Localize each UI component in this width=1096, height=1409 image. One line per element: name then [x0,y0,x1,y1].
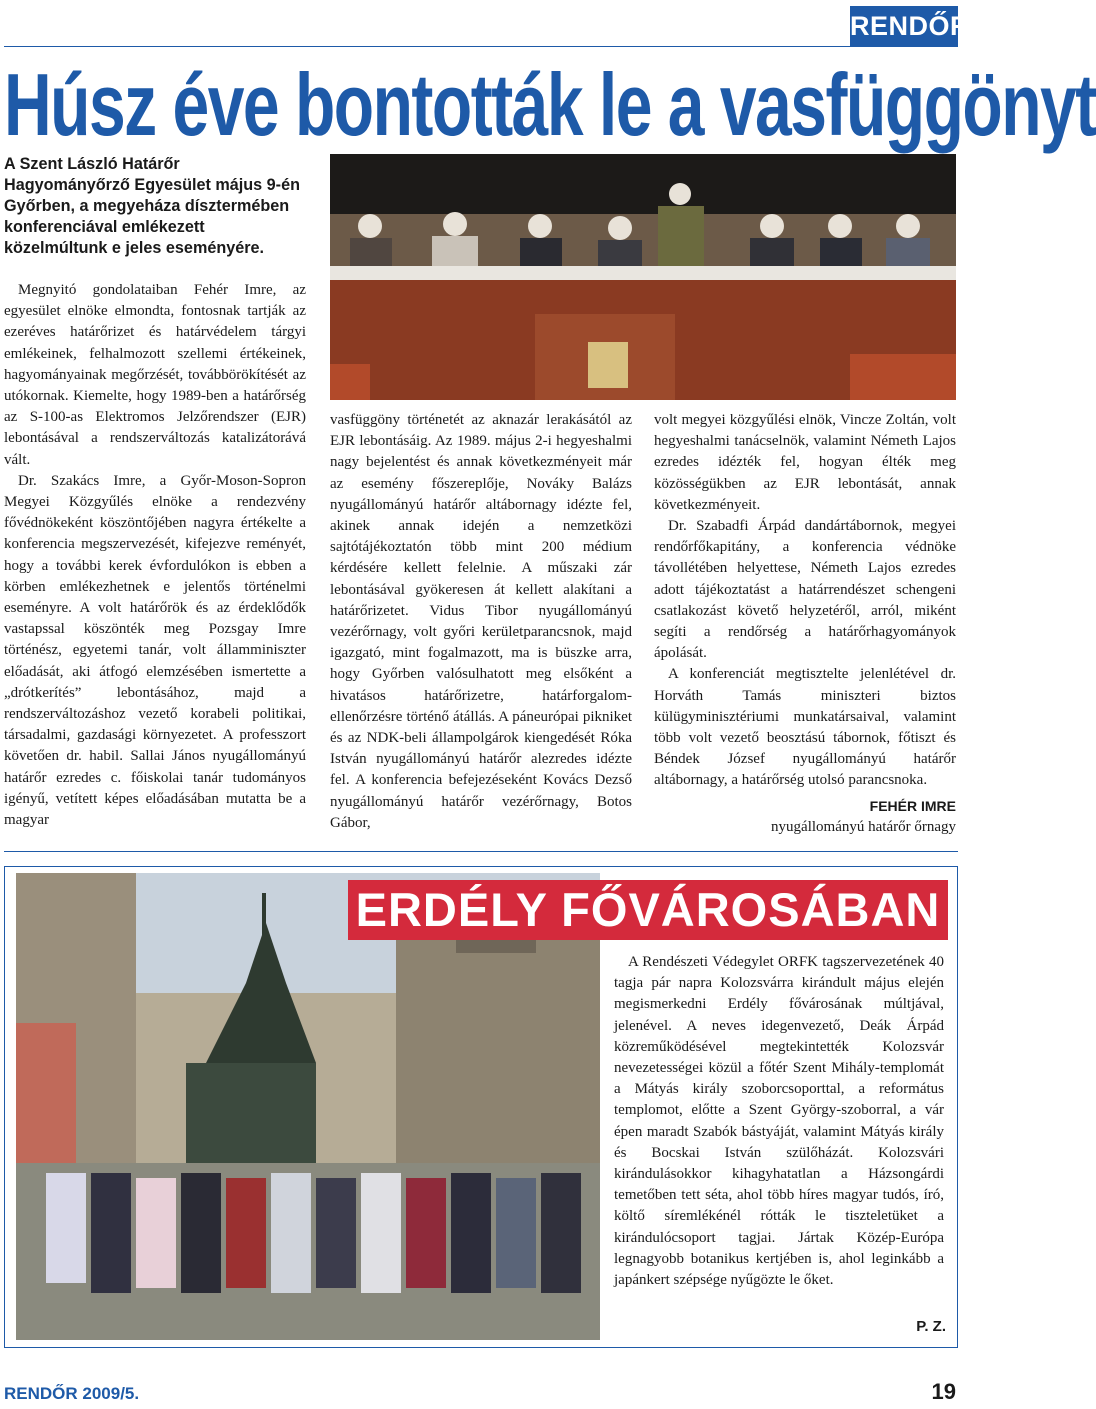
paragraph: Megnyitó gondolataiban Fehér Imre, az egyesület elnöke elmondta, fontosnak tartják az ezeréves határőrizet és határvédelem tárgyi emlékeinek, felhalmozott szellemi értékeinek, hagyományainak megőrzését, továbbörökítését az utókornak. Kiemelte, hogy 1989-ben a határőrség az S-100-as Elektromos Jelzőrendszer (EJR) lebontásával a rendszerváltozás katalizátorává vált. [4,282,306,468]
paragraph: Dr. Szabadfi Árpád dandártábornok, megyei rendőrfőkapitány, a konferencia védnöke távollétében helyettese, Németh Lajos ezredes adott tájékoztatást a határrendészet schengeni csatlakozást követő helyzetéről, arról, miként segíti a rendőrség a határőrhagyományok ápolását. [654,518,956,662]
author-initials: P. Z. [916,1318,946,1335]
lead-paragraph: A Szent László Határőr Hagyományőrző Egyesület május 9-én Győrben, a megyeháza dísztermében konferenciával emlékezett közelmúltunk e jeles eseményére. [4,155,300,257]
paragraph: vasfüggöny történetét az aknazár lerakásától az EJR lebontásáig. Az 1989. május 2-i hegyeshalmi nagy bejelentést és annak következményeit már az esemény főszereplője, Nováky Balázs nyugállományú határőr altábornagy idézte fel, akinek annak idején a nemzetközi sajtótájékoztatón több mint 200 médium kérdésére kellett felelnie. A műszaki zár lebontásával gyökeresen át kellett alakítani a határőrizetet. Vidus Tibor nyugállományú vezérőrnagy, volt győri kerületparancsnok, majd igazgató, mint fogalmazott, ma is büszke arra, hogy Győrben valósulhatott meg elsőként a hivatásos határőrizetre, határforgalom-ellenőrzésre történő átállás. A páneurópai pikniket és az NDK-beli állampolgárok kiengedését Róka István nyugállományú határőr alezredes idézte fel. A konferencia befejezéseként Kovács Dezső nyugállományú határőr vezérőrnagy, Botos Gábor, [330,412,632,831]
article-column-3 [654,410,956,838]
paragraph: A Rendészeti Védegylet ORFK tagszervezetének 40 tagja pár napra Kolozsvárra kirándult május elején megismerkedni Erdély fővárosának múltjával, jelenével. A neves idegenvezető, Deák Árpád közreműködésével megtekintették Kolozsvár nevezetességei közül a főtér Szent Mihály-templomát a Mátyás király szoborcsoporttal, a református templomot, előtte a Szent György-szoborral, a vár épen maradt Szabók bástyáját, valamint Mátyás király és Bocskai István szülőházát. Kolozsvári kirándulásokkor kihagyhatatlan a Házsongárdi temetőben tett séta, ahol több híres magyar tudós, író, költő síremlékénél rótták le tiszteletüket a kirándulócsoport tagjai. Jártak Közép-Európa legnagyobb botanikus kertjében is, ahol leginkább a japánkert szépsége nyűgözte le őket. [614,954,944,1289]
section-banner: ERDÉLY FŐVÁROSÁBAN [348,880,948,940]
top-rule [4,46,958,47]
group-photo [16,873,600,1340]
box-text-column [614,952,944,1291]
page-number: 19 [931,1379,956,1404]
author-role: nyugállományú határőr őrnagy [771,818,956,835]
section-tag: RENDŐR [850,6,958,46]
conference-photo-illustration [330,154,956,400]
conference-photo [330,154,956,400]
paragraph: Dr. Szakács Imre, a Győr-Moson-Sopron Megyei Közgyűlés elnöke a rendezvény fővédnökeként köszöntőjében nagyra értékelte a konferencia megszervezését, kifejezve reményét, hogy a további kerek évfordulókon is ebben a körben emlékezhetnek e jelentős történelmi eseményre. A volt határőrök és az érdeklődők vastapssal köszönték meg Pozsgay Imre történész, egyetemi tanár, volt államminiszter előadását, aki átfogó elemzésében ismertette a „drótkerítés” lebontásához, majd a rendszerváltozáshoz vezető korabeli politikai, társadalmi, gazdasági környezetet. A professzort követően dr. habil. Sallai János nyugállományú határőr ezredes c. főiskolai tanár tudományos igényű, vetített képes előadásában mutatta be a magyar [4,472,306,829]
section-divider [4,851,958,852]
article-column-2 [330,410,632,834]
headline: Húsz éve bontották le a vasfüggönyt [4,55,1096,154]
paragraph: A konferenciát megtisztelte jelenlétével dr. Horváth Tamás miniszteri biztos külügyminisztériumi munkatársaival, valamint több volt vezető beosztású tábornok, főtiszt és Béndek József nyugállományú határőr altábornagy, a határőrség utolsó parancsnoka. [654,666,956,789]
group-photo-illustration [16,873,600,1340]
author-name: FEHÉR IMRE [869,797,956,814]
paragraph: volt megyei közgyűlési elnök, Vincze Zoltán, volt hegyeshalmi tanácselnök, valamint Németh Lajos ezredes idézték fel, hogyan élték meg közösségükben az EJR lebontását, annak következményeit. [654,412,956,513]
footer-publication: RENDŐR 2009/5. [4,1384,140,1403]
article-column-1 [4,280,306,831]
